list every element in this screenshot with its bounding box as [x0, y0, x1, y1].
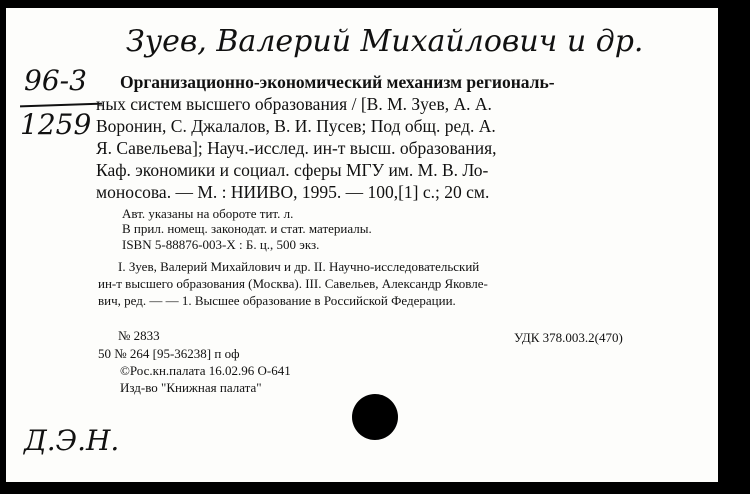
punch-hole: [352, 394, 398, 440]
note-isbn: ISBN 5-88876-003-X : Б. ц., 500 экз.: [122, 237, 320, 252]
title-line-2: ных систем высшего образования / [В. М. Зуев, А. А.: [96, 94, 492, 114]
chamber-line: ©Рос.кн.палата 16.02.96 О-641: [120, 363, 291, 378]
handwritten-bottom-mark: Д.Э.Н.: [24, 424, 120, 457]
tracing-line-3: вич, ред. — — 1. Высшее образование в Российской Федерации.: [98, 293, 456, 308]
tracing-line-1: I. Зуев, Валерий Михайлович и др. II. Научно-исследовательский: [118, 259, 480, 274]
catalog-card: [6, 8, 718, 482]
note-appendix: В прил. номещ. законодат. и стат. материалы.: [122, 221, 372, 236]
call-number-underline: [20, 103, 102, 108]
card-number: № 2833: [118, 328, 160, 343]
handwritten-call-number-2: 1259: [20, 108, 92, 141]
publisher-line: Изд-во "Книжная палата": [120, 380, 262, 395]
print-run-line: 50 № 264 [95-36238] п оф: [98, 346, 240, 361]
handwritten-author: Зуев, Валерий Михайлович и др.: [126, 24, 644, 59]
title-line-1: Организационно-экономический механизм региональ-: [120, 72, 555, 92]
title-line-6: моносова. — М. : НИИВО, 1995. — 100,[1] с.; 20 см.: [96, 182, 490, 202]
handwritten-call-number-1: 96-3: [24, 64, 87, 97]
tracing-line-2: ин-т высшего образования (Москва). III. Савельев, Александр Яковле-: [98, 276, 488, 291]
title-line-5: Каф. экономики и социал. сферы МГУ им. М. В. Ло-: [96, 160, 489, 180]
note-authors: Авт. указаны на обороте тит. л.: [122, 206, 294, 221]
title-line-3: Воронин, С. Джалалов, В. И. Пусев; Под общ. ред. А.: [96, 116, 496, 136]
udk-code: УДК 378.003.2(470): [514, 330, 623, 345]
title-line-4: Я. Савельева]; Науч.-исслед. ин-т высш. образования,: [96, 138, 497, 158]
